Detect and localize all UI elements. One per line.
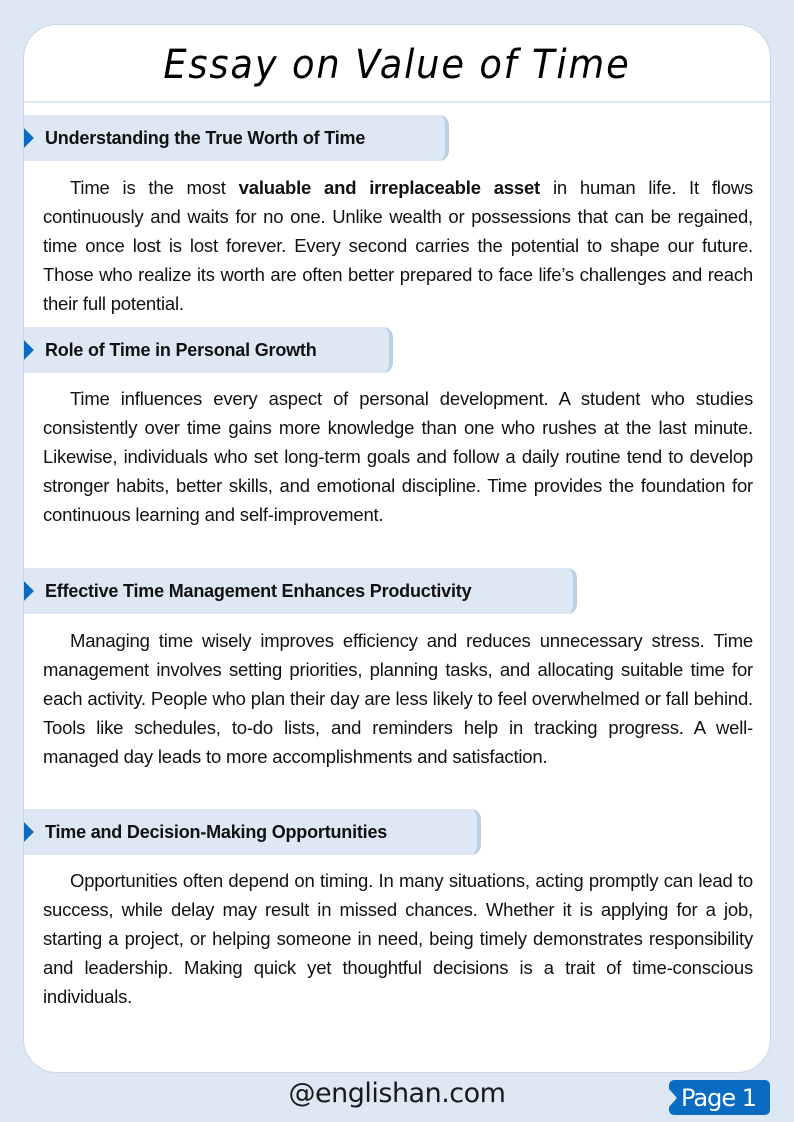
section-paragraph-personal-growth: Time influences every aspect of personal development. A student who studies consistently over time gains more knowledge than one who rushes at the last minute. Likewise, individuals who set long-term goals and follow a daily routine tend to develop stronger habits, better skills, and emotional discipline. Time provides the foundation for continuous learning and self-improvement. xyxy=(43,388,753,525)
section-paragraph-decision-making: Opportunities often depend on timing. In many situations, acting promptly can lead to success, while delay may result in missed chances. Whether it is applying for a job, starting a project, or helping someone in need, being timely demonstrates responsibility and leadership. Making quick yet thoughtful decisions is a trait of time-conscious individuals. xyxy=(43,870,753,1007)
diamond-bullet-icon xyxy=(23,340,34,360)
section-heading-true-worth xyxy=(23,115,449,161)
diamond-bullet-icon xyxy=(23,581,34,601)
section-heading-text: Role of Time in Personal Growth xyxy=(45,339,317,360)
section-paragraph-true-worth xyxy=(43,173,753,318)
section-heading-text: Time and Decision-Making Opportunities xyxy=(45,821,388,842)
section-heading-text: Effective Time Management Enhances Productivity xyxy=(45,580,472,601)
chevron-notch-icon xyxy=(669,1089,677,1107)
essay-card xyxy=(23,24,771,1073)
footer-website: @englishan.com xyxy=(288,1078,506,1109)
paragraph-text: in human life. It flows continuously and waits for no one. Unlike wealth or possessions that can be regained, time once lost is lost forever. Every second carries the potential to shape our future. Those who realize its worth are often better prepared to face life’s challenges and reach their full potential. xyxy=(43,177,753,314)
page-label: Page 1 xyxy=(681,1083,756,1112)
diamond-bullet-icon xyxy=(23,128,34,148)
page-title: Essay on Value of Time xyxy=(163,42,631,88)
title-bar xyxy=(24,25,770,103)
section-heading-text: Understanding the True Worth of Time xyxy=(45,127,366,148)
section-heading-time-management xyxy=(23,568,577,614)
section-heading-decision-making xyxy=(23,809,481,855)
diamond-bullet-icon xyxy=(23,822,34,842)
bold-emphasis: valuable and irreplaceable asset xyxy=(238,177,541,198)
section-paragraph-time-management: Managing time wisely improves efficiency and reduces unnecessary stress. Time management involves setting priorities, planning tasks, and allocating suitable time for each activity. People who plan their day are less likely to feel overwhelmed or fall behind. Tools like schedules, to-do lists, and reminders help in tracking progress. A well-managed day leads to more accomplishments and satisfaction. xyxy=(43,630,753,767)
paragraph-text: Time is the most xyxy=(70,177,239,198)
page-number-badge xyxy=(669,1080,770,1115)
section-heading-personal-growth xyxy=(23,327,393,373)
